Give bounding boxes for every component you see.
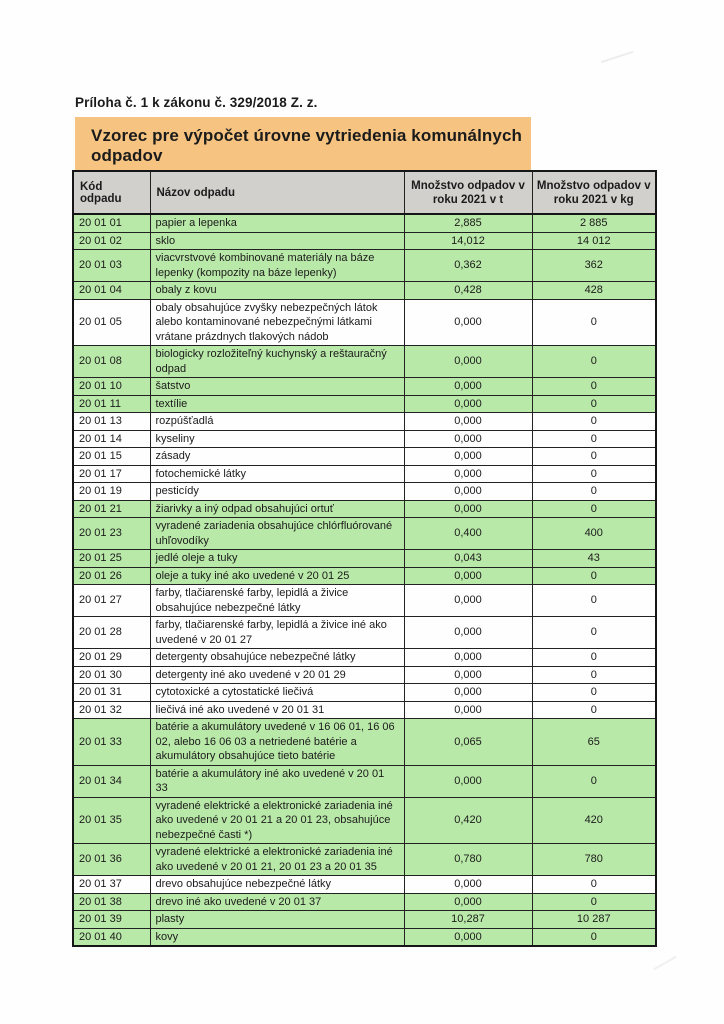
table-row bbox=[73, 911, 656, 929]
tonnes-cell: 0,000 bbox=[404, 346, 532, 378]
kg-cell: 400 bbox=[532, 518, 656, 550]
column-header-name: Názov odpadu bbox=[150, 171, 404, 214]
code-cell: 20 01 05 bbox=[73, 299, 150, 346]
attachment-label: Príloha č. 1 k zákonu č. 329/2018 Z. z. bbox=[75, 95, 318, 110]
code-cell: 20 01 10 bbox=[73, 378, 150, 396]
kg-cell: 0 bbox=[532, 876, 656, 894]
tonnes-cell: 10,287 bbox=[404, 911, 532, 929]
code-cell: 20 01 37 bbox=[73, 876, 150, 894]
kg-cell: 43 bbox=[532, 550, 656, 568]
name-cell: obaly z kovu bbox=[150, 282, 404, 300]
name-cell: vyradené elektrické a elektronické zariadenia iné ako uvedené v 20 01 21, 20 01 23 a 20 01 35 bbox=[150, 844, 404, 876]
table-row bbox=[73, 567, 656, 585]
tonnes-cell: 0,428 bbox=[404, 282, 532, 300]
tonnes-cell: 0,000 bbox=[404, 765, 532, 797]
code-cell: 20 01 30 bbox=[73, 666, 150, 684]
tonnes-cell: 0,065 bbox=[404, 719, 532, 766]
column-header-tonnes: Množstvo odpadov v roku 2021 v t bbox=[404, 171, 532, 214]
table-row bbox=[73, 378, 656, 396]
name-cell: vyradené elektrické a elektronické zariadenia iné ako uvedené v 20 01 21 a 20 01 23, obsahujúce nebezpečné časti *) bbox=[150, 797, 404, 844]
name-cell: plasty bbox=[150, 911, 404, 929]
column-header-kg: Množstvo odpadov v roku 2021 v kg bbox=[532, 171, 656, 214]
tonnes-cell: 0,000 bbox=[404, 299, 532, 346]
page-title: Vzorec pre výpočet úrovne vytriedenia komunálnych odpadov bbox=[75, 117, 531, 175]
table-row bbox=[73, 448, 656, 466]
code-cell: 20 01 02 bbox=[73, 232, 150, 250]
kg-cell: 780 bbox=[532, 844, 656, 876]
name-cell: liečivá iné ako uvedené v 20 01 31 bbox=[150, 701, 404, 719]
waste-table bbox=[72, 170, 657, 947]
code-cell: 20 01 03 bbox=[73, 250, 150, 282]
scan-artifact bbox=[653, 956, 677, 971]
tonnes-cell: 0,362 bbox=[404, 250, 532, 282]
tonnes-cell: 0,000 bbox=[404, 893, 532, 911]
kg-cell: 0 bbox=[532, 666, 656, 684]
kg-cell: 0 bbox=[532, 893, 656, 911]
name-cell: žiarivky a iný odpad obsahujúci ortuť bbox=[150, 500, 404, 518]
name-cell: papier a lepenka bbox=[150, 214, 404, 232]
tonnes-cell: 0,000 bbox=[404, 876, 532, 894]
name-cell: farby, tlačiarenské farby, lepidlá a živice iné ako uvedené v 20 01 27 bbox=[150, 617, 404, 649]
code-cell: 20 01 14 bbox=[73, 430, 150, 448]
name-cell: detergenty iné ako uvedené v 20 01 29 bbox=[150, 666, 404, 684]
tonnes-cell: 0,000 bbox=[404, 483, 532, 501]
table-row bbox=[73, 844, 656, 876]
name-cell: batérie a akumulátory iné ako uvedené v 20 01 33 bbox=[150, 765, 404, 797]
kg-cell: 0 bbox=[532, 585, 656, 617]
name-cell: drevo obsahujúce nebezpečné látky bbox=[150, 876, 404, 894]
table-row bbox=[73, 346, 656, 378]
kg-cell: 0 bbox=[532, 483, 656, 501]
table-row bbox=[73, 214, 656, 232]
kg-cell: 428 bbox=[532, 282, 656, 300]
code-cell: 20 01 04 bbox=[73, 282, 150, 300]
table-row bbox=[73, 413, 656, 431]
kg-cell: 0 bbox=[532, 395, 656, 413]
name-cell: drevo iné ako uvedené v 20 01 37 bbox=[150, 893, 404, 911]
kg-cell: 0 bbox=[532, 378, 656, 396]
tonnes-cell: 0,000 bbox=[404, 430, 532, 448]
code-cell: 20 01 23 bbox=[73, 518, 150, 550]
code-cell: 20 01 26 bbox=[73, 567, 150, 585]
table-row bbox=[73, 893, 656, 911]
code-cell: 20 01 29 bbox=[73, 649, 150, 667]
tonnes-cell: 14,012 bbox=[404, 232, 532, 250]
code-cell: 20 01 13 bbox=[73, 413, 150, 431]
code-cell: 20 01 38 bbox=[73, 893, 150, 911]
name-cell: obaly obsahujúce zvyšky nebezpečných látok alebo kontaminované nebezpečnými látkami vrátane prázdnych tlakových nádob bbox=[150, 299, 404, 346]
tonnes-cell: 0,000 bbox=[404, 701, 532, 719]
name-cell: oleje a tuky iné ako uvedené v 20 01 25 bbox=[150, 567, 404, 585]
table-row bbox=[73, 430, 656, 448]
kg-cell: 10 287 bbox=[532, 911, 656, 929]
name-cell: kovy bbox=[150, 928, 404, 946]
name-cell: biologicky rozložiteľný kuchynský a reštauračný odpad bbox=[150, 346, 404, 378]
name-cell: pesticídy bbox=[150, 483, 404, 501]
tonnes-cell: 2,885 bbox=[404, 214, 532, 232]
code-cell: 20 01 21 bbox=[73, 500, 150, 518]
code-cell: 20 01 39 bbox=[73, 911, 150, 929]
name-cell: sklo bbox=[150, 232, 404, 250]
kg-cell: 65 bbox=[532, 719, 656, 766]
code-cell: 20 01 31 bbox=[73, 684, 150, 702]
table-row bbox=[73, 876, 656, 894]
table-row bbox=[73, 649, 656, 667]
kg-cell: 0 bbox=[532, 928, 656, 946]
code-cell: 20 01 19 bbox=[73, 483, 150, 501]
kg-cell: 0 bbox=[532, 649, 656, 667]
name-cell: cytotoxické a cytostatické liečivá bbox=[150, 684, 404, 702]
code-cell: 20 01 28 bbox=[73, 617, 150, 649]
kg-cell: 2 885 bbox=[532, 214, 656, 232]
name-cell: detergenty obsahujúce nebezpečné látky bbox=[150, 649, 404, 667]
table-row bbox=[73, 250, 656, 282]
kg-cell: 0 bbox=[532, 765, 656, 797]
tonnes-cell: 0,000 bbox=[404, 448, 532, 466]
kg-cell: 0 bbox=[532, 413, 656, 431]
table-row bbox=[73, 684, 656, 702]
code-cell: 20 01 15 bbox=[73, 448, 150, 466]
kg-cell: 0 bbox=[532, 617, 656, 649]
table-row bbox=[73, 585, 656, 617]
tonnes-cell: 0,000 bbox=[404, 378, 532, 396]
tonnes-cell: 0,000 bbox=[404, 666, 532, 684]
name-cell: kyseliny bbox=[150, 430, 404, 448]
table-row bbox=[73, 500, 656, 518]
tonnes-cell: 0,780 bbox=[404, 844, 532, 876]
table-row bbox=[73, 282, 656, 300]
tonnes-cell: 0,043 bbox=[404, 550, 532, 568]
tonnes-cell: 0,000 bbox=[404, 585, 532, 617]
kg-cell: 0 bbox=[532, 684, 656, 702]
code-cell: 20 01 34 bbox=[73, 765, 150, 797]
name-cell: farby, tlačiarenské farby, lepidlá a živice obsahujúce nebezpečné látky bbox=[150, 585, 404, 617]
tonnes-cell: 0,000 bbox=[404, 567, 532, 585]
name-cell: viacvrstvové kombinované materiály na báze lepenky (kompozity na báze lepenky) bbox=[150, 250, 404, 282]
code-cell: 20 01 08 bbox=[73, 346, 150, 378]
table-row bbox=[73, 617, 656, 649]
kg-cell: 0 bbox=[532, 701, 656, 719]
code-cell: 20 01 17 bbox=[73, 465, 150, 483]
table-row bbox=[73, 395, 656, 413]
tonnes-cell: 0,000 bbox=[404, 395, 532, 413]
tonnes-cell: 0,000 bbox=[404, 649, 532, 667]
tonnes-cell: 0,000 bbox=[404, 465, 532, 483]
kg-cell: 14 012 bbox=[532, 232, 656, 250]
code-cell: 20 01 40 bbox=[73, 928, 150, 946]
kg-cell: 0 bbox=[532, 430, 656, 448]
table-row bbox=[73, 928, 656, 946]
tonnes-cell: 0,000 bbox=[404, 500, 532, 518]
table-row bbox=[73, 550, 656, 568]
waste-table-body bbox=[73, 214, 656, 946]
tonnes-cell: 0,000 bbox=[404, 413, 532, 431]
table-row bbox=[73, 518, 656, 550]
code-cell: 20 01 25 bbox=[73, 550, 150, 568]
waste-table-header bbox=[73, 171, 656, 214]
name-cell: šatstvo bbox=[150, 378, 404, 396]
code-cell: 20 01 33 bbox=[73, 719, 150, 766]
kg-cell: 0 bbox=[532, 299, 656, 346]
table-row bbox=[73, 465, 656, 483]
name-cell: textílie bbox=[150, 395, 404, 413]
table-row bbox=[73, 299, 656, 346]
code-cell: 20 01 27 bbox=[73, 585, 150, 617]
table-row bbox=[73, 232, 656, 250]
table-row bbox=[73, 701, 656, 719]
table-row bbox=[73, 666, 656, 684]
code-cell: 20 01 35 bbox=[73, 797, 150, 844]
name-cell: rozpúšťadlá bbox=[150, 413, 404, 431]
code-cell: 20 01 11 bbox=[73, 395, 150, 413]
tonnes-cell: 0,000 bbox=[404, 684, 532, 702]
table-row bbox=[73, 797, 656, 844]
kg-cell: 362 bbox=[532, 250, 656, 282]
code-cell: 20 01 36 bbox=[73, 844, 150, 876]
column-header-code: Kód odpadu bbox=[73, 171, 150, 214]
code-cell: 20 01 01 bbox=[73, 214, 150, 232]
kg-cell: 0 bbox=[532, 448, 656, 466]
table-row bbox=[73, 719, 656, 766]
name-cell: fotochemické látky bbox=[150, 465, 404, 483]
name-cell: vyradené zariadenia obsahujúce chlórfluórované uhľovodíky bbox=[150, 518, 404, 550]
header-row bbox=[73, 171, 656, 214]
name-cell: jedlé oleje a tuky bbox=[150, 550, 404, 568]
kg-cell: 0 bbox=[532, 346, 656, 378]
name-cell: batérie a akumulátory uvedené v 16 06 01, 16 06 02, alebo 16 06 03 a netriedené batérie a akumulátory obsahujúce tieto batérie bbox=[150, 719, 404, 766]
tonnes-cell: 0,400 bbox=[404, 518, 532, 550]
table-row bbox=[73, 483, 656, 501]
name-cell: zásady bbox=[150, 448, 404, 466]
code-cell: 20 01 32 bbox=[73, 701, 150, 719]
tonnes-cell: 0,420 bbox=[404, 797, 532, 844]
kg-cell: 0 bbox=[532, 500, 656, 518]
tonnes-cell: 0,000 bbox=[404, 617, 532, 649]
tonnes-cell: 0,000 bbox=[404, 928, 532, 946]
scan-artifact bbox=[601, 51, 634, 63]
table-row bbox=[73, 765, 656, 797]
kg-cell: 0 bbox=[532, 567, 656, 585]
kg-cell: 420 bbox=[532, 797, 656, 844]
kg-cell: 0 bbox=[532, 465, 656, 483]
